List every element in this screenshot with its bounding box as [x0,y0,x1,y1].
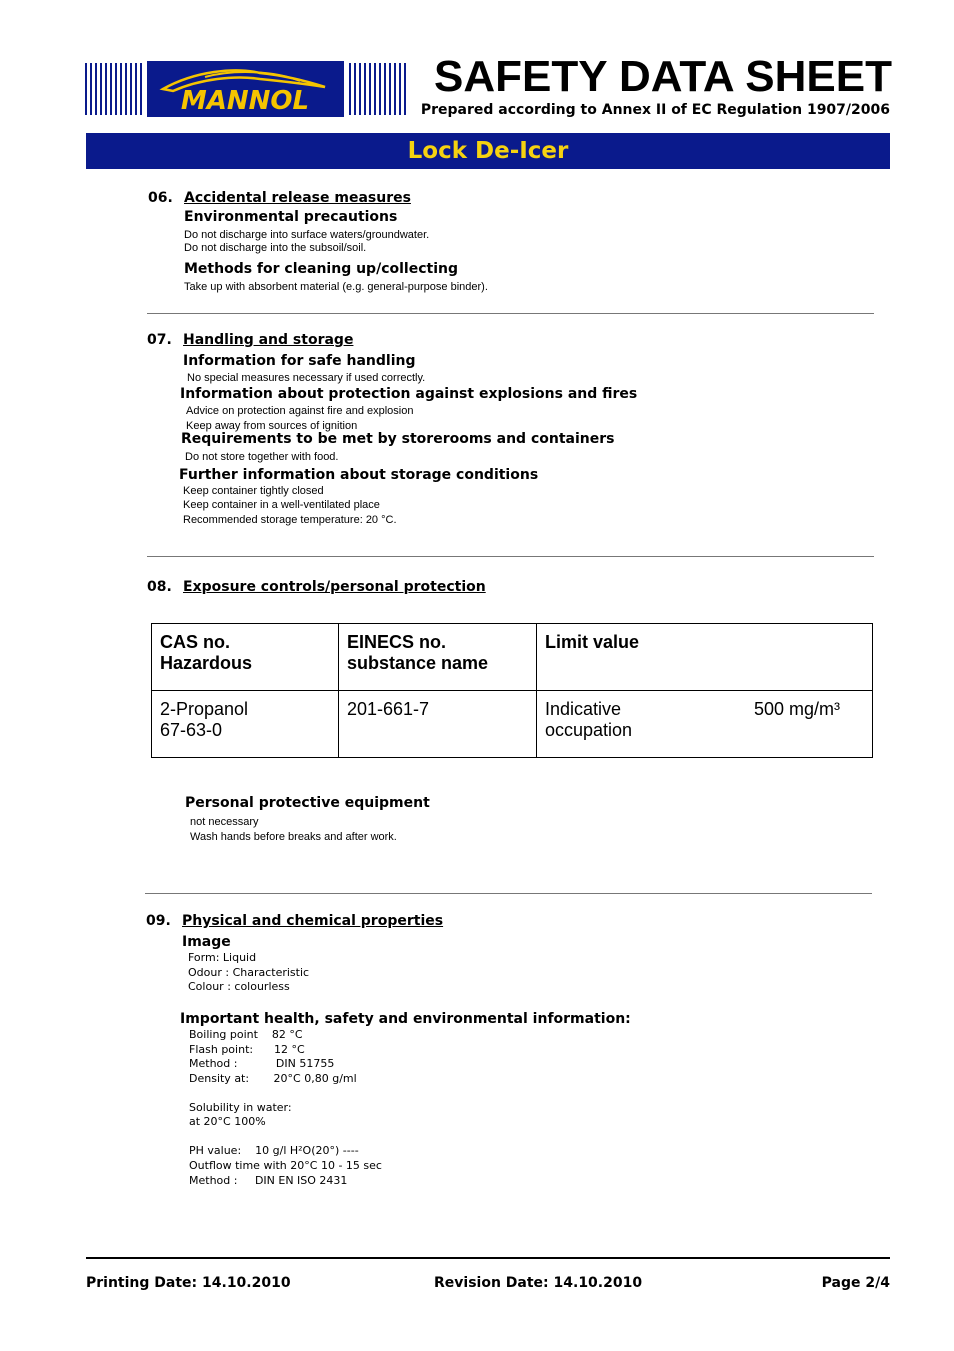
table-row [152,691,873,758]
text-line: Do not discharge into surface waters/groundwater. [184,229,430,241]
text-line: Advice on protection against fire and explosion [186,405,414,417]
text-line: Form: Liquid [188,951,257,964]
text-line: Keep away from sources of ignition [186,420,358,432]
divider [147,556,874,557]
product-name: Lock De-Icer [407,138,569,164]
exposure-limits-table [151,623,873,758]
section-title: Exposure controls/personal protection [183,579,486,595]
text-line: Method : DIN 51755 [189,1057,335,1070]
text-line: Flash point: 12 °C [189,1043,305,1056]
table-cell: Indicative 500 mg/m³ occupation [537,691,873,758]
text-line: Recommended storage temperature: 20 °C. [183,514,397,526]
divider [147,313,874,314]
section-number: 09. [146,913,171,929]
text-line: Colour : colourless [188,980,290,993]
text-line: Keep container in a well-ventilated place [183,499,380,511]
text-line: Do not store together with food. [185,451,339,463]
subheading: Personal protective equipment [185,795,430,811]
section-title: Handling and storage [183,332,354,348]
table-cell: 201-661-7 [339,691,537,758]
text-line: Boiling point 82 °C [189,1028,303,1041]
text-line: Method : DIN EN ISO 2431 [189,1174,348,1187]
column-header: Limit value [537,624,873,691]
mannol-logo [85,61,407,117]
page-number: Page 2/4 [821,1275,890,1291]
table-header-row [152,624,873,691]
column-header: CAS no. Hazardous [152,624,339,691]
column-header: EINECS no. substance name [339,624,537,691]
text-line: not necessary [190,816,259,828]
section-number: 06. [148,190,173,206]
divider [145,893,872,894]
section-number: 07. [147,332,172,348]
subheading: Image [182,934,231,950]
subheading: Information about protection against explosions and fires [180,386,638,402]
text-line: No special measures necessary if used correctly. [187,372,426,384]
text-line: Odour : Characteristic [188,966,310,979]
subheading: Environmental precautions [184,209,398,225]
subheading: Further information about storage conditions [179,467,539,483]
document-title: SAFETY DATA SHEET [434,52,892,101]
text-line: at 20°C 100% [189,1115,266,1128]
section-title: Accidental release measures [184,190,411,206]
subheading: Information for safe handling [183,353,416,369]
section-title: Physical and chemical properties [182,913,444,929]
text-line: Outflow time with 20°C 10 - 15 sec [189,1159,382,1172]
text-line: PH value: 10 g/l H²O(20°) ---- [189,1144,359,1157]
subheading: Requirements to be met by storerooms and containers [181,431,615,447]
svg-text:MANNOL: MANNOL [180,86,310,116]
text-line: Solubility in water: [189,1101,292,1114]
text-line: Density at: 20°C 0,80 g/ml [189,1072,357,1085]
text-line: Wash hands before breaks and after work. [190,831,397,843]
revision-date: Revision Date: 14.10.2010 [434,1275,643,1291]
text-line: Keep container tightly closed [183,485,324,497]
printing-date: Printing Date: 14.10.2010 [86,1275,291,1291]
section-number: 08. [147,579,172,595]
document-subtitle: Prepared according to Annex II of EC Regulation 1907/2006 [420,102,890,118]
table-cell: 2-Propanol 67-63-0 [152,691,339,758]
subheading: Important health, safety and environmental information: [180,1011,631,1027]
text-line: Take up with absorbent material (e.g. general-purpose binder). [184,281,488,293]
text-line: Do not discharge into the subsoil/soil. [184,242,367,254]
subheading: Methods for cleaning up/collecting [184,261,458,277]
footer-divider [86,1257,890,1259]
